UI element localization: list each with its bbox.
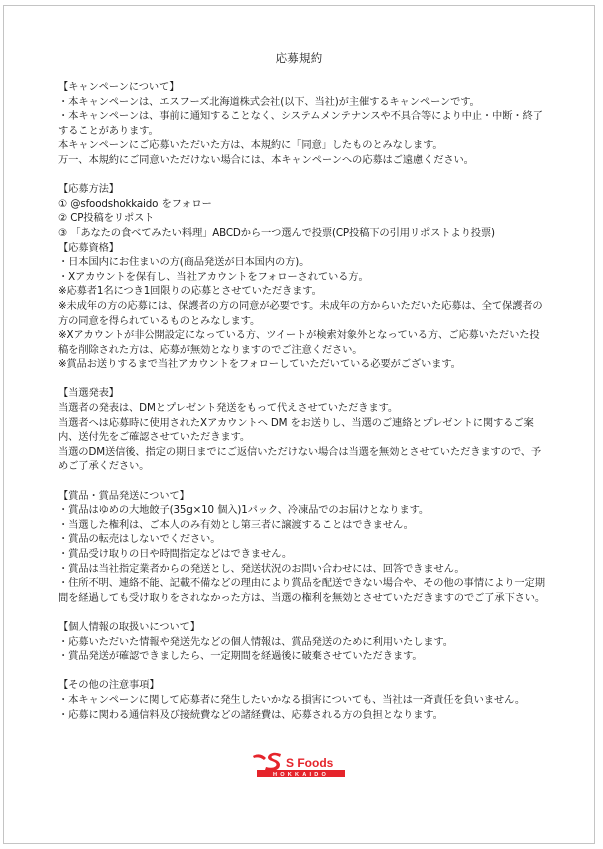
- sfoods-hokkaido-logo: [251, 749, 351, 779]
- section-line: ・日本国内にお住まいの方(商品発送が日本国内の方)。: [58, 256, 310, 269]
- section-how-to-apply: [58, 182, 548, 240]
- section-heading: 【個人情報の取扱いについて】: [58, 620, 200, 633]
- logo-subtitle: HOKKAIDO: [272, 772, 330, 778]
- section-personal-info: [58, 620, 548, 664]
- section-heading: 【賞品・賞品発送について】: [58, 489, 190, 502]
- section-eligibility: [58, 241, 548, 372]
- section-prizes: [58, 489, 548, 606]
- section-line: ・住所不明、連絡不能、記載不備などの理由により賞品を配送できない場合や、その他の事情により一定期間を経過しても受け取りをされなかった方は、当選の権利を無効とさせていただきますのでご了承下さい。: [58, 577, 546, 604]
- section-line: ・応募に関わる通信料及び接続費などの諸経費は、応募される方の負担となります。: [58, 708, 443, 721]
- logo-wordmark: S Foods: [286, 756, 334, 770]
- section-line: ・賞品受け取りの日や時間指定などはできません。: [58, 548, 292, 560]
- section-line: ・賞品はゆめの大地餃子(35g×10 個入)1パック、冷凍品でのお届けとなります。: [58, 504, 430, 517]
- section-heading: 【応募方法】: [58, 183, 119, 196]
- section-line: ※賞品お送りするまで当社アカウントをフォローしていただいている必要がございます。: [58, 358, 461, 371]
- section-line: ・本キャンペーンに関して応募者に発生したいかなる損害についても、当社は一斉責任を負いません。: [58, 693, 525, 706]
- section-heading: 【その他の注意事項】: [58, 679, 160, 692]
- section-line: ※Xアカウントが非公開設定になっている方、ツイートが検索対象外となっている方、ご応募いただいた投稿を削除された方は、応募が無効となりますのでご注意ください。: [58, 329, 540, 356]
- page-title: 応募規約: [275, 51, 323, 65]
- section-line: ・賞品は当社指定業者からの発送とし、発送状況のお問い合わせには、回答できません。: [58, 562, 465, 575]
- section-line: 当選のDM送信後、指定の期日までにご返信いただけない場合は当選を無効とさせていただきますので、予めご了承ください。: [58, 445, 542, 473]
- section-line: ① @sfoodshokkaido をフォロー: [58, 197, 212, 210]
- section-line: ・賞品の転売はしないでください。: [58, 533, 221, 546]
- section-line: ※未成年の方の応募には、保護者の方の同意が必要です。未成年の方からいただいた応募は、全て保護者の方の同意を得られているものとみなします。: [58, 299, 543, 327]
- section-line: ・本キャンペーンは、エスフーズ北海道株式会社(以下、当社)が主催するキャンペーンです。: [58, 95, 480, 108]
- section-line: ・賞品発送が確認できましたら、一定期間を経過後に破棄させていただきます。: [58, 650, 423, 663]
- section-winner-announcement: [58, 386, 548, 474]
- section-line: 当選者の発表は、DMとプレゼント発送をもって代えさせていただきます。: [58, 402, 398, 415]
- section-heading: 【キャンペーンについて】: [58, 81, 180, 93]
- section-line: ・本キャンペーンは、事前に通知することなく、システムメンテナンスや不具合等により中止・中断・終了することがあります。: [58, 110, 543, 137]
- s-swoosh-logo-icon: [253, 753, 281, 771]
- section-line: 当選者へは応募時に使用されたXアカウントへ DM をお送りし、当選のご連絡とプレゼントに関するご案内、送付先をご確認させていただきます。: [58, 416, 534, 444]
- terms-content: [58, 80, 548, 722]
- section-line: ・当選した権利は、ご本人のみ有効とし第三者に譲渡することはできません。: [58, 518, 414, 531]
- section-line: ③ 「あなたの食べてみたい料理」ABCDから一つ選んで投票(CP投稿下の引用リポストより投票): [58, 226, 495, 239]
- document-page: [3, 5, 595, 844]
- section-heading: 【応募資格】: [58, 241, 119, 254]
- section-line: 万一、本規約にご同意いただけない場合には、本キャンペーンへの応募はご遠慮ください。: [58, 153, 474, 166]
- section-other-notes: [58, 678, 548, 722]
- section-line: ・応募いただいた情報や発送先などの個人情報は、賞品発送のために利用いたします。: [58, 635, 453, 648]
- section-heading: 【当選発表】: [58, 387, 119, 400]
- section-campaign: [58, 80, 548, 168]
- section-line: 本キャンペーンにご応募いただいた方は、本規約に「同意」したものとみなします。: [58, 139, 443, 152]
- section-line: ・Xアカウントを保有し、当社アカウントをフォローされている方。: [58, 270, 369, 283]
- section-line: ② CP投稿をリポスト: [58, 212, 155, 225]
- section-line: ※応募者1名につき1回限りの応募とさせていただきます。: [58, 285, 322, 298]
